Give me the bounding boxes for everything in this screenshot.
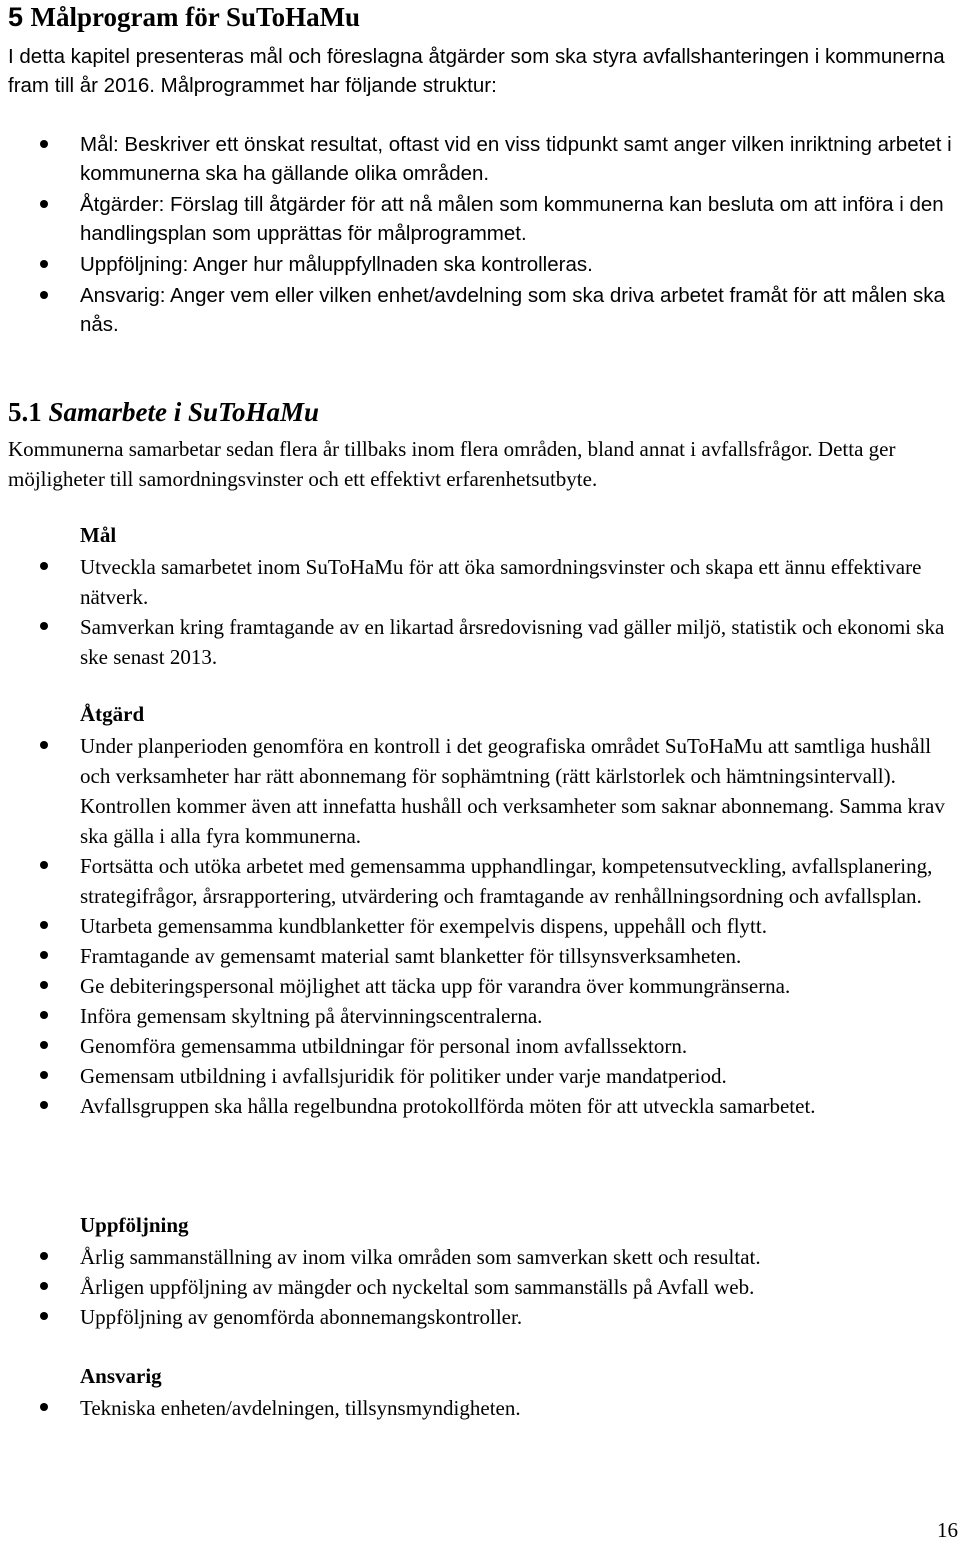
bullet-icon [40,1071,48,1079]
list-item [0,1393,958,1423]
list-item [0,1242,958,1272]
list-item [0,1001,958,1031]
bullet-icon [40,1101,48,1109]
list-item [0,190,960,248]
section-heading [8,395,319,429]
list-item-text: Avfallsgruppen ska hålla regelbundna protokollförda möten för att utveckla samarbetet. [80,1094,816,1118]
bullet-icon [40,1403,48,1411]
list-item-text: Under planperioden genomföra en kontroll i det geografiska området SuToHaMu att samtliga hushåll och verksamheter har rätt abonnemang för sophämtning (rätt kärlstorlek och hämtningsintervall). Kontrollen kommer även att innefatta hushåll och verksamheter som saknar abonnemang. Samma krav ska gälla i alla fyra kommunerna. [80,734,945,848]
bullet-icon [40,921,48,929]
section-paragraph: Kommunerna samarbetar sedan flera år tillbaks inom flera områden, bland annat i avfallsfrågor. Detta ger möjligheter till samordningsvinster och ett effektivt erfarenhetsutbyte. [8,437,896,491]
bullet-icon [40,260,48,268]
structure-label: Ansvarig: [80,284,166,307]
bullet-icon [40,1041,48,1049]
list-item-text: Ge debiteringspersonal möjlighet att täcka upp för varandra över kommungränserna. [80,974,791,998]
list-item-text: Fortsätta och utöka arbetet med gemensamma upphandlingar, kompetensutveckling, avfallsplanering, strategifrågor, årsrapportering, utvärdering och framtagande av renhållningsordning och avfallsplan. [80,854,933,908]
followup-list [0,1242,958,1332]
actions-heading: Åtgärd [80,702,145,726]
bullet-icon [40,200,48,208]
list-item [0,941,958,971]
structure-text: Anger vem eller vilken enhet/avdelning som ska driva arbetet framåt för att målen ska nås. [80,284,945,336]
bullet-icon [40,1252,48,1260]
list-item [0,250,960,279]
list-item-text: Uppföljning av genomförda abonnemangskontroller. [80,1305,523,1329]
chapter-number: 5 [8,2,24,32]
list-item-text: Tekniska enheten/avdelningen, tillsynsmyndigheten. [80,1396,521,1420]
page-number: 16 [937,1518,958,1542]
list-item [0,1061,958,1091]
structure-label: Mål: [80,133,119,156]
responsible-list [0,1393,958,1423]
list-item [0,1302,958,1332]
responsible-heading: Ansvarig [80,1364,162,1388]
list-item [0,612,958,672]
list-item-text: Utveckla samarbetet inom SuToHaMu för att öka samordningsvinster och skapa ett ännu effektivare nätverk. [80,555,922,609]
list-item-text: Genomföra gemensamma utbildningar för personal inom avfallssektorn. [80,1034,688,1058]
section-number: 5.1 [8,397,42,427]
section-title: Samarbete i SuToHaMu [48,397,320,427]
bullet-icon [40,1011,48,1019]
goals-heading: Mål [80,523,117,547]
list-item-text: Utarbeta gemensamma kundblanketter för exempelvis dispens, uppehåll och flytt. [80,914,767,938]
structure-label: Åtgärder: [80,193,165,216]
bullet-icon [40,291,48,299]
bullet-icon [40,622,48,630]
structure-text: Anger hur måluppfyllnaden ska kontrolleras. [188,253,593,276]
list-item-text: Gemensam utbildning i avfallsjuridik för politiker under varje mandatperiod. [80,1064,727,1088]
list-item [0,552,958,612]
structure-label: Uppföljning: [80,253,189,276]
goals-list [0,552,958,672]
list-item [0,1031,958,1061]
list-item [0,281,960,339]
bullet-icon [40,1312,48,1320]
list-item [0,911,958,941]
list-item [0,1091,958,1121]
bullet-icon [40,861,48,869]
structure-text: Förslag till åtgärder för att nå målen som kommunerna kan besluta om att införa i den handlingsplan som upprättas för målprogrammet. [80,193,944,245]
followup-heading: Uppföljning [80,1213,189,1237]
list-item [0,1272,958,1302]
chapter-title: Målprogram för SuToHaMu [30,2,361,32]
structure-list [0,130,960,341]
list-item-text: Årligen uppföljning av mängder och nyckeltal som sammanställs på Avfall web. [80,1275,755,1299]
bullet-icon [40,951,48,959]
list-item [0,731,958,851]
list-item [0,971,958,1001]
list-item-text: Framtagande av gemensamt material samt blanketter för tillsynsverksamheten. [80,944,742,968]
list-item [0,130,960,188]
list-item-text: Samverkan kring framtagande av en likartad årsredovisning vad gäller miljö, statistik och ekonomi ska ske senast 2013. [80,615,945,669]
bullet-icon [40,140,48,148]
list-item-text: Införa gemensam skyltning på återvinningscentralerna. [80,1004,543,1028]
bullet-icon [40,981,48,989]
intro-paragraph: I detta kapitel presenteras mål och föreslagna åtgärder som ska styra avfallshanteringen i kommunerna fram till år 2016. Målprogrammet har följande struktur: [8,45,945,97]
actions-list [0,731,958,1121]
structure-text: Beskriver ett önskat resultat, oftast vid en viss tidpunkt samt anger vilken inriktning arbetet i kommunerna ska ha gällande olika områden. [80,133,952,185]
list-item [0,851,958,911]
chapter-heading [8,0,360,34]
list-item-text: Årlig sammanställning av inom vilka områden som samverkan skett och resultat. [80,1245,761,1269]
bullet-icon [40,1282,48,1290]
bullet-icon [40,741,48,749]
bullet-icon [40,562,48,570]
